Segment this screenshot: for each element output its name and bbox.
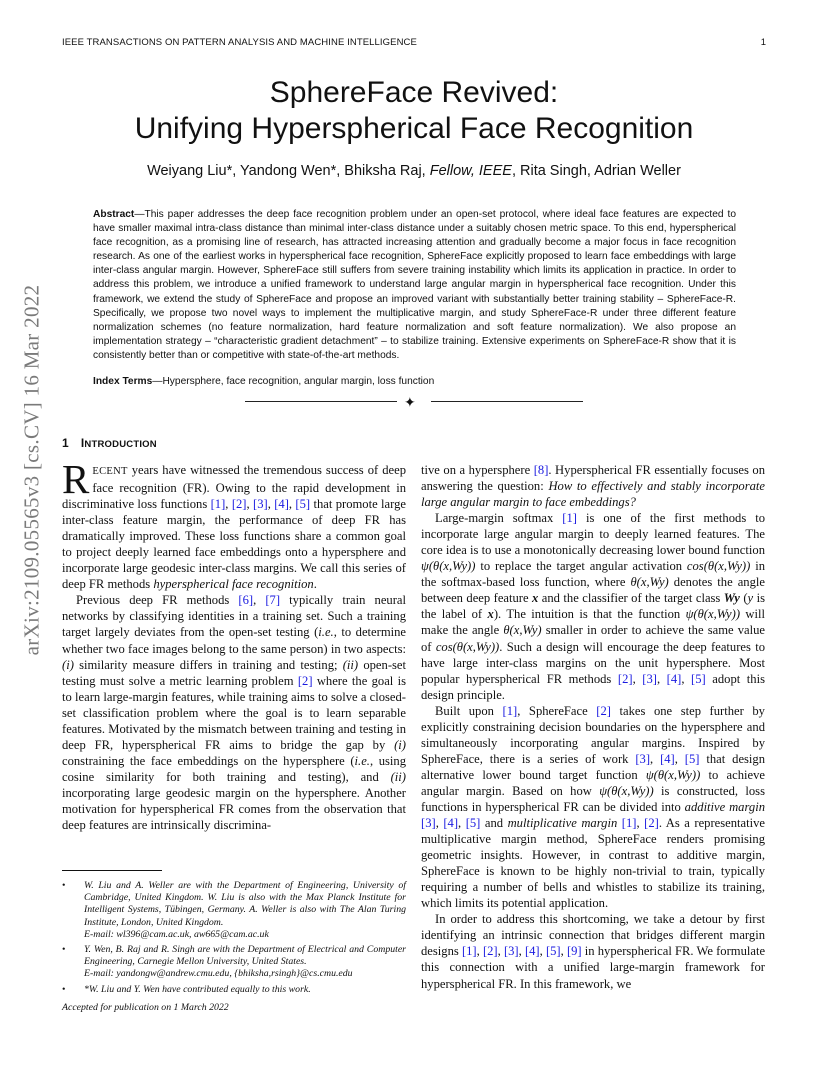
citation-link[interactable]: [4] xyxy=(666,671,682,686)
authors-part-1: Weiyang Liu*, Yandong Wen*, Bhiksha Raj, xyxy=(147,163,430,179)
citation-link[interactable]: [7] xyxy=(265,593,281,608)
arxiv-stamp-text: arXiv:2109.05565v3 [cs.CV] 16 Mar 2022 xyxy=(19,284,44,656)
citation-link[interactable]: [2] xyxy=(231,497,247,512)
page-number: 1 xyxy=(760,37,766,48)
citation-link[interactable]: [3] xyxy=(421,816,436,831)
text: Previous deep FR methods xyxy=(76,593,239,608)
citation-link[interactable]: [2] xyxy=(617,671,633,686)
authors-part-2: , Rita Singh, Adrian Weller xyxy=(511,163,681,179)
abstract-text: —This paper addresses the deep face recognition problem under an open-set protocol, where ideal face features are expected to have smaller maximal intra-class distance than minimal inter-class distance under a suitably chosen metric space. To this end, hyperspherical face recognition, as a promising line of research, has attracted increasing attention and gradually become a major focus in face recognition research. As one of the earliest works in hyperspherical face recognition, SphereFace explicitly proposed to learn face embeddings with large inter-class angular margin. However, SphereFace still suffers from severe training instability which limits its application in practice. In order to address this problem, we introduce a unified framework to understand large angular margin in hyperspherical face recognition. Under this framework, we extend the study of SphereFace and propose an improved variant with substantially better training stability – SphereFace-R. Specifically, we propose two novel ways to implement the multiplicative margin, and study SphereFace-R under three different feature normalization schemes (no feature normalization, hard feature normalization and soft feature normalization). We also propose an implementation strategy – “characteristic gradient detachment” – to stabilize training. Extensive experiments on SphereFace-R show that it is consistently better than or competitive with state-of-the-art methods. xyxy=(93,209,736,361)
text: ). The intuition is that the function xyxy=(493,607,686,622)
math: θ(x,Wy) xyxy=(503,623,542,638)
emphasis: hyperspherical face recognition xyxy=(153,577,314,592)
citation-link[interactable]: [5] xyxy=(684,751,700,766)
text: tive on a hypersphere xyxy=(421,463,534,477)
text: , SphereFace xyxy=(517,703,597,718)
text: in the softmax-based loss function, where xyxy=(421,559,765,590)
abstract-label: Abstract xyxy=(93,209,135,220)
math: x xyxy=(532,591,539,606)
section-heading xyxy=(62,436,157,450)
citation-link[interactable]: [3] xyxy=(503,944,519,959)
citation-link[interactable]: [5] xyxy=(465,816,481,831)
footnote-rule xyxy=(62,870,162,871)
citation-link[interactable]: [1] xyxy=(210,497,226,512)
text: similarity measure differs in training and testing; xyxy=(73,657,343,672)
text: will make the angle xyxy=(421,607,766,638)
emphasis: additive margin xyxy=(684,799,765,814)
paragraph: Previous deep FR methods [6], [7] typically train neural networks by classifying identities in a training set. Such a training target largely deviates from the open-set testing (i.e., to determine whether two face images belong to the same person) in two aspects: (i) similarity measure differs in training and testing; (ii) open-set testing must solve a metric learning problem [2] where the goal is to learn large-margin features, while training aims to solve a closed-set classification problem where the goal is to learn separable features. Motivated by the mismatch between training and testing in deep FR, hyperspherical FR aims to bridge the gap by (i) constraining the face embeddings on the hypersphere (i.e., using cosine similarity for both training and testing), and (ii) incorporating large geodesic margin on the hypersphere. Another motivation for hyperspherical FR comes from the observation that deep features are intrinsically discrimina- xyxy=(62,593,407,833)
emphasis: (ii) xyxy=(390,769,406,784)
text: that design alternative lower bound target function xyxy=(421,751,766,782)
smallcaps-word: ECENT xyxy=(92,466,128,477)
text: denotes the angle between deep feature xyxy=(421,575,765,606)
text: years have witnessed the tremendous success of deep face recognition (FR). Owing to the rapid development in discriminative loss functions xyxy=(62,463,406,512)
citation-link[interactable]: [1] xyxy=(461,944,477,959)
text: and xyxy=(480,816,508,831)
title-line-2: Unifying Hyperspherical Face Recognition xyxy=(134,112,694,145)
footnotes xyxy=(62,880,406,1014)
text: to replace the target angular activation xyxy=(475,559,687,574)
math: cos(θ(x,Wy)) xyxy=(686,559,751,574)
citation-link[interactable]: [3] xyxy=(253,497,268,512)
footnote-equal-contribution xyxy=(62,984,406,996)
citation-link[interactable]: [3] xyxy=(635,751,651,766)
footnote-text: W. Liu and A. Weller are with the Department of Engineering, University of Cambridge, United Kingdom. W. Liu is also with the Max Planck Institute for Intelligent Systems, Tübingen, Germany. A. Weller is also with The Alan Turing Institute, London, United Kingdom. xyxy=(84,880,406,928)
index-terms-text: —Hypersphere, face recognition, angular margin, loss function xyxy=(152,376,435,387)
emphasis: i.e. xyxy=(318,625,334,640)
citation-link[interactable]: [8] xyxy=(533,463,549,477)
abstract xyxy=(93,208,736,363)
text: . As a representative multiplicative margin method, SphereFace renders promising geometric insights. However, in contrast to additive margin, SphereFace is known to be highly non-trivial to train, typically requiring a number of bells and whistles to stabilize its training, which limits its potential application. xyxy=(421,816,765,911)
running-header: IEEE TRANSACTIONS ON PATTERN ANALYSIS AND MACHINE INTELLIGENCE xyxy=(62,37,417,48)
text: Large-margin softmax xyxy=(435,511,563,526)
footnote-text: Y. Wen, B. Raj and R. Singh are with the Department of Electrical and Computer Engineering, Carnegie Mellon University, United States. xyxy=(84,944,406,968)
emphasis: (i) xyxy=(62,657,74,672)
index-terms-label: Index Terms xyxy=(93,376,153,387)
text: where the goal is to learn large-margin features, while training aims to solve a closed-set classification problem where the goal is to learn separable features. Motivated by the mismatch between training and testing in deep FR, hyperspherical FR aims to bridge the gap by xyxy=(62,673,406,752)
text: open-set testing must solve a metric learning problem xyxy=(62,657,407,688)
text: incorporating large geodesic margin on the hypersphere. Another motivation for hyperspherical FR comes from the observation that deep features are intrinsically discrimina- xyxy=(62,785,406,833)
text: is one of the first methods to incorporate large angular margin to deeply learned features. The core idea is to use a monotonically decreasing lower bound function xyxy=(421,511,765,558)
separator-line-left xyxy=(245,401,397,402)
right-column xyxy=(421,462,765,992)
text: Built upon xyxy=(435,703,503,718)
text: in hyperspherical FR. We formulate this connection with a unified large-margin framework for hyperspherical FR. In this framework, we xyxy=(421,944,766,991)
text: ( xyxy=(739,591,748,606)
citation-link[interactable]: [1] xyxy=(562,511,577,526)
citation-link[interactable]: [5] xyxy=(691,671,706,686)
text: . Hyperspherical FR essentially focuses on answering the question: xyxy=(421,463,765,494)
paragraph: RECENT years have witnessed the tremendous success of deep face recognition (FR). Owing to the rapid development in discriminative loss functions [1], [2], [3], [4], [5] that promote large inter-class feature margin, the performance of deep FR has dramatically improved. These loss functions share a common goal to project deeply learned face embeddings onto a hypersphere and incorporate large geodesic inter-class margins. We call this series of deep FR methods hyperspherical face recognition. xyxy=(62,456,406,592)
math: cos(θ(x,Wy)) xyxy=(435,639,500,654)
paragraph xyxy=(421,462,765,510)
citation-link[interactable]: [6] xyxy=(238,593,254,608)
text: takes one step further by explicitly constraining decision boundaries on the hypersphere and simultaneously incorporating angular margins. Inspired by SphereFace, there is a series of work xyxy=(421,703,765,766)
citation-link[interactable]: [1] xyxy=(621,816,637,831)
text: , to determine whether two face images belong to the same person) in two aspects: xyxy=(62,625,406,656)
citation-link[interactable]: [4] xyxy=(443,816,459,831)
footnote-email: E-mail: yandongw@andrew.cmu.edu, {bhiksha,rsingh}@cs.cmu.edu xyxy=(84,968,353,980)
text: is constructed, loss functions in hyperspherical FR can be divided into xyxy=(421,783,765,814)
text: constraining the face embeddings on the hypersphere ( xyxy=(62,753,355,768)
author-list xyxy=(62,163,766,179)
citation-link[interactable]: [2] xyxy=(297,673,313,688)
text: that promote large inter-class feature margin, the performance of deep FR has dramatically improved. These loss functions share a common goal to project deeply learned face embeddings onto a hypersphere and incorporate large geodesic inter-class margins. We call this series of deep FR methods xyxy=(62,497,406,592)
footnote-affiliation-1 xyxy=(62,880,406,941)
footnote-email: E-mail: wl396@cam.ac.uk, aw665@cam.ac.uk xyxy=(84,928,269,940)
paper-title xyxy=(62,75,766,147)
citation-link[interactable]: [5] xyxy=(295,497,311,512)
text: . Such a design will encourage the deep features to have large inter-class margins on the unit hypersphere. Most popular hyperspherical FR methods xyxy=(421,639,765,686)
math: ψ(θ(x,Wy)) xyxy=(421,559,476,574)
paragraph: Large-margin softmax [1] is one of the first methods to incorporate large angular margin to deeply learned features. The core idea is to use a monotonically decreasing lower bound function ψ(θ(x,Wy)) to replace the target angular activation cos(θ(x,Wy)) in the softmax-based loss function, where θ(x,Wy) denotes the angle between deep feature x and the classifier of the target class Wy (y is the label of x). The intuition is that the function ψ(θ(x,Wy)) will make the angle θ(x,Wy) smaller in order to achieve the same value of cos(θ(x,Wy)). Such a design will encourage the deep features to have large inter-class margins on the unit hypersphere. Most popular hyperspherical FR methods [2], [3], [4], [5] adopt this design principle. xyxy=(421,511,766,702)
citation-link[interactable]: [2] xyxy=(596,703,611,718)
paragraph: Built upon [1], SphereFace [2] takes one step further by explicitly constraining decision boundaries on the hypersphere and simultaneously incorporating angular margins. Inspired by SphereFace, there is a series of work [3], [4], [5] that design alternative lower bound target function ψ(θ(x,Wy)) to achieve angular margin. Based on how ψ(θ(x,Wy)) is constructed, loss functions in hyperspherical FR can be divided into additive margin [3], [4], [5] and multiplicative margin [1], [2]. As a representative multiplicative margin method, SphereFace renders promising geometric insights. However, in contrast to additive margin, SphereFace is known to be highly non-trivial to train, typically requiring a number of bells and whistles to stabilize its training, which limits its potential application. xyxy=(421,703,766,911)
paragraph: In order to address this shortcoming, we take a detour by first identifying an intrinsic connection that bridges different margin designs [1], [2], [3], [4], [5], [9] in hyperspherical FR. We formulate this connection with a unified large-margin framework for hyperspherical FR. In this framework, we xyxy=(421,912,766,991)
section-number: 1 xyxy=(62,436,69,450)
emphasis: How to effectively and stably incorporate large angular margin to face embeddings? xyxy=(421,479,766,510)
text: , using cosine similarity for both training and testing), and xyxy=(62,753,406,784)
accepted-note: Accepted for publication on 1 March 2022 xyxy=(62,1001,229,1013)
arxiv-stamp[interactable] xyxy=(8,265,56,675)
authors-fellow: Fellow, IEEE xyxy=(429,163,512,179)
section-separator xyxy=(245,394,583,410)
footnote-text: *W. Liu and Y. Wen have contributed equally to this work. xyxy=(84,983,311,995)
citation-link[interactable]: [4] xyxy=(524,944,540,959)
math: θ(x,Wy) xyxy=(630,575,669,590)
text: to achieve angular margin. Based on how xyxy=(421,767,765,798)
separator-diamond-icon: ✦ xyxy=(404,394,416,410)
text: adopt this design principle. xyxy=(421,671,766,702)
text: smaller in order to achieve the same value of xyxy=(421,623,765,654)
emphasis: multiplicative margin xyxy=(507,816,618,831)
emphasis: (ii) xyxy=(342,657,359,672)
citation-link[interactable]: [5] xyxy=(545,944,561,959)
citation-link[interactable]: [2] xyxy=(482,944,498,959)
text: is the label of xyxy=(421,591,765,622)
emphasis: i.e. xyxy=(354,753,370,768)
section-title-rest: NTRODUCTION xyxy=(84,439,157,450)
math: Wy xyxy=(723,591,740,606)
index-terms xyxy=(93,376,736,387)
separator-line-right xyxy=(431,401,583,402)
drop-cap: R xyxy=(62,456,90,502)
citation-link[interactable]: [9] xyxy=(566,944,582,959)
text: . xyxy=(313,577,317,592)
citation-link[interactable]: [4] xyxy=(660,751,675,766)
math: ψ(θ(x,Wy)) xyxy=(645,767,701,782)
math: y xyxy=(747,591,754,606)
math: x xyxy=(487,607,494,622)
text: and the classifier of the target class xyxy=(538,591,724,606)
text: In order to address this shortcoming, we take a detour by first identifying an intrinsic connection that bridges different margin designs xyxy=(421,912,765,959)
footnote-affiliation-2 xyxy=(62,944,406,981)
title-line-1: SphereFace Revived: xyxy=(269,76,559,109)
citation-link[interactable]: [4] xyxy=(274,497,289,512)
left-column xyxy=(62,456,407,833)
math: ψ(θ(x,Wy)) xyxy=(685,607,741,622)
citation-link[interactable]: [1] xyxy=(502,703,518,718)
math: ψ(θ(x,Wy)) xyxy=(599,783,654,798)
text: typically train neural networks by classifying identities in a training set. Such a training target largely deviates from the open-set testing ( xyxy=(62,593,407,640)
emphasis: (i) xyxy=(394,737,406,752)
citation-link[interactable]: [3] xyxy=(642,671,657,686)
citation-link[interactable]: [2] xyxy=(644,816,659,831)
section-first-letter: I xyxy=(80,436,85,450)
